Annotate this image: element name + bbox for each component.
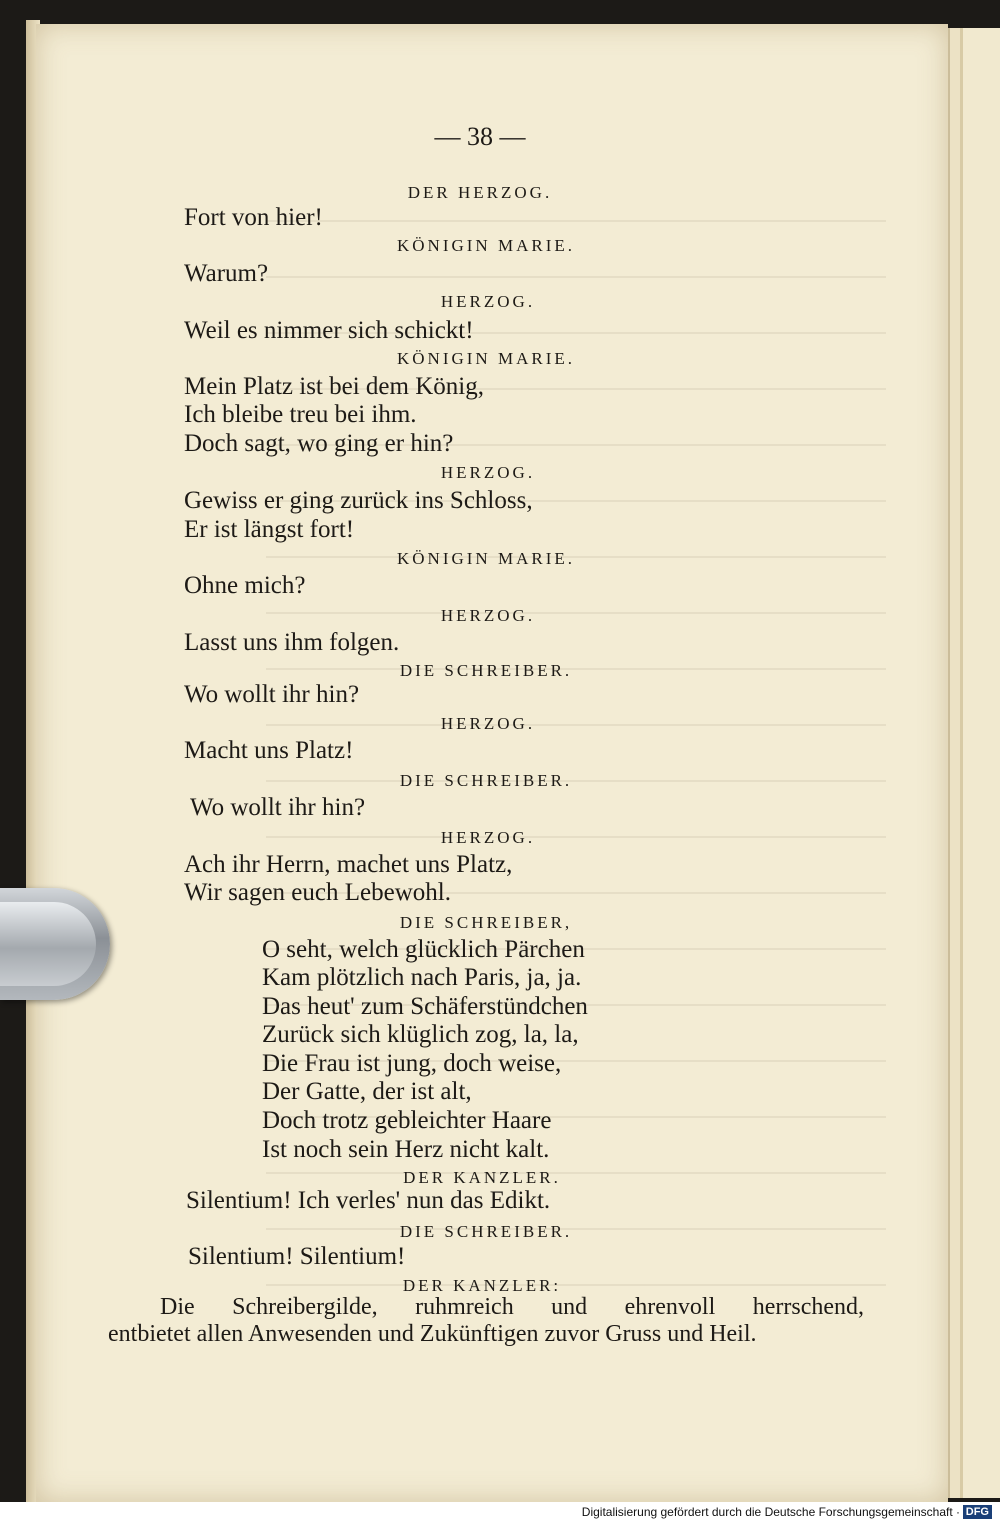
dialogue-line: Ach ihr Herrn, machet uns Platz, [184, 851, 513, 878]
book-clip-highlight [0, 902, 96, 986]
speaker-heading: DIE SCHREIBER, [399, 913, 573, 932]
dialogue-line: Macht uns Platz! [184, 737, 354, 764]
dialogue-line: Wir sagen euch Lebewohl. [184, 879, 451, 906]
dialogue-line: Er ist längst fort! [184, 516, 355, 543]
speaker-heading: DER HERZOG. [407, 183, 553, 202]
speaker-heading: KÖNIGIN MARIE. [397, 349, 575, 368]
dfg-logo: DFG [963, 1505, 992, 1519]
speaker-heading: HERZOG. [440, 606, 536, 625]
speaker-heading: KÖNIGIN MARIE. [397, 236, 575, 255]
verse-line: O seht, welch glücklich Pärchen [262, 936, 585, 963]
verse-line: Zurück sich klüglich zog, la, la, [262, 1021, 579, 1048]
speaker-heading: HERZOG. [440, 828, 536, 847]
verse-line: Doch trotz gebleichter Haare [262, 1107, 552, 1134]
funding-notice: Digitalisierung gefördert durch die Deutsche Forschungsgemeinschaft · [581, 1505, 960, 1519]
verse-line: Ist noch sein Herz nicht kalt. [262, 1136, 550, 1163]
dialogue-line: Ich bleibe treu bei ihm. [184, 401, 417, 428]
speaker-heading: HERZOG. [440, 714, 536, 733]
prose-line: entbietet allen Anwesenden und Zukünftigen zuvor Gruss und Heil. [108, 1321, 757, 1347]
dialogue-line: Gewiss er ging zurück ins Schloss, [184, 487, 533, 514]
speaker-heading: HERZOG. [440, 292, 536, 311]
speaker-heading: DER KANZLER: [402, 1276, 562, 1295]
speaker-heading: DER KANZLER. [403, 1168, 561, 1187]
verse-line: Die Frau ist jung, doch weise, [262, 1050, 562, 1077]
verse-line: Kam plötzlich nach Paris, ja, ja. [262, 964, 582, 991]
speaker-heading: DIE SCHREIBER. [399, 661, 573, 680]
dialogue-line: Wo wollt ihr hin? [190, 794, 366, 821]
dialogue-line: Warum? [184, 260, 269, 287]
verse-line: Das heut' zum Schäferstündchen [262, 993, 588, 1020]
dialogue-line: Lasst uns ihm folgen. [184, 629, 400, 656]
dialogue-line: Wo wollt ihr hin? [184, 681, 360, 708]
dialogue-line: Silentium! Silentium! [188, 1243, 406, 1270]
speaker-heading: HERZOG. [440, 463, 536, 482]
dialogue-line: Fort von hier! [184, 204, 323, 231]
next-page-edge-inner [960, 28, 1000, 1498]
dialogue-line: Ohne mich? [184, 572, 306, 599]
dialogue-line: Silentium! Ich verles' nun das Edikt. [186, 1187, 551, 1214]
speaker-heading: DIE SCHREIBER. [399, 1222, 573, 1241]
dialogue-line: Weil es nimmer sich schickt! [184, 317, 474, 344]
dialogue-line: Doch sagt, wo ging er hin? [184, 430, 454, 457]
footer-bar [0, 1502, 1000, 1522]
speaker-heading: DIE SCHREIBER. [399, 771, 573, 790]
page-number: — 38 — [434, 122, 526, 151]
dialogue-line: Mein Platz ist bei dem König, [184, 373, 484, 400]
speaker-heading: KÖNIGIN MARIE. [397, 549, 575, 568]
prose-line: Die Schreibergilde, ruhmreich und ehrenvoll herrschend, [160, 1294, 864, 1320]
verse-line: Der Gatte, der ist alt, [262, 1078, 472, 1105]
